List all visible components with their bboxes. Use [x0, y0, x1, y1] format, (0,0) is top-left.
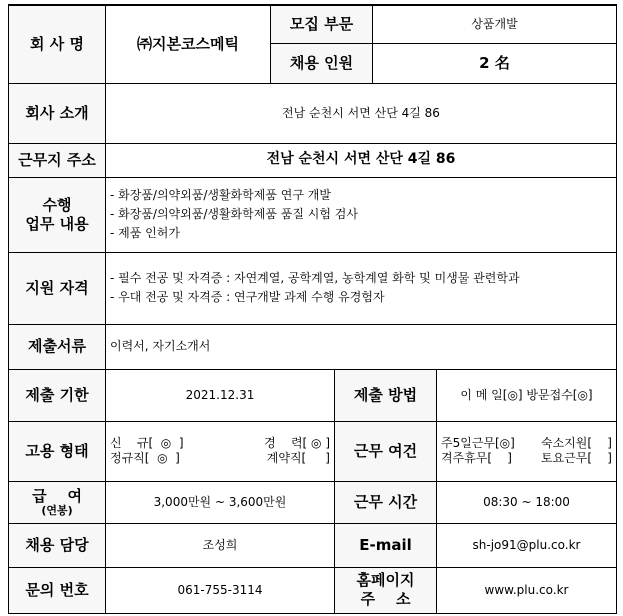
employment-option-contract: 계약직[ ] [266, 451, 330, 465]
homepage-label-line2: 주 소 [360, 590, 411, 608]
qualification-label: 지원 자격 [9, 252, 106, 324]
email-value: sh-jo91@plu.co.kr [437, 523, 617, 567]
salary-label [9, 481, 106, 523]
email-label: E-mail [335, 523, 437, 567]
homepage-label [335, 567, 437, 613]
list-item: - 화장품/의약외품/생활화학제품 연구 개발 [110, 188, 331, 202]
salary-label-main: 급 여 [32, 486, 82, 505]
headcount-value: 2 名 [373, 43, 617, 83]
company-name-value: ㈜지본코스메틱 [106, 5, 271, 83]
documents-value: 이력서, 자기소개서 [106, 324, 617, 369]
conditions-options [437, 421, 617, 481]
company-name-label: 회 사 명 [9, 5, 106, 83]
recruit-field-value: 상품개발 [373, 5, 617, 43]
headcount-label: 채용 인원 [271, 43, 373, 83]
employment-type-options [106, 421, 335, 481]
contact-person-label: 채용 담당 [9, 523, 106, 567]
recruit-field-label: 모집 부문 [271, 5, 373, 43]
employment-option-permanent: 정규직[ ◎ ] [110, 451, 180, 465]
qualification-list [106, 252, 617, 324]
duties-label [9, 177, 106, 252]
duties-list [106, 177, 617, 252]
duties-label-line2: 업무 내용 [25, 214, 89, 233]
employment-type-label: 고용 형태 [9, 421, 106, 481]
deadline-value: 2021.12.31 [106, 369, 335, 421]
intro-label: 회사 소개 [9, 83, 106, 143]
conditions-label: 근무 여건 [335, 421, 437, 481]
condition-saturday-work: 토요근무[ ] [541, 451, 612, 465]
condition-housing: 숙소지원[ ] [541, 436, 612, 450]
hours-value: 08:30 ~ 18:00 [437, 481, 617, 523]
deadline-label: 제출 기한 [9, 369, 106, 421]
workplace-label: 근무지 주소 [9, 143, 106, 177]
employment-option-new: 신 규[ ◎ ] [110, 436, 184, 450]
list-item: - 제품 인허가 [110, 226, 180, 240]
method-label: 제출 방법 [335, 369, 437, 421]
employment-option-experienced: 경 력[ ◎ ] [264, 436, 330, 450]
list-item: - 우대 전공 및 자격증 : 연구개발 과제 수행 유경험자 [110, 290, 385, 304]
condition-biweekly-off: 격주휴무[ ] [441, 451, 512, 465]
documents-label: 제출서류 [9, 324, 106, 369]
list-item: - 화장품/의약외품/생활화학제품 품질 시험 검사 [110, 207, 358, 221]
condition-5day-week: 주5일근무[◎] [441, 436, 515, 450]
homepage-label-line1: 홈페이지 [356, 571, 415, 590]
salary-label-sub: (연봉) [41, 503, 73, 517]
hours-label: 근무 시간 [335, 481, 437, 523]
list-item: - 필수 전공 및 자격증 : 자연계열, 공학계열, 농학계열 화학 및 미생물 관련학과 [110, 271, 520, 285]
intro-value: 전남 순천시 서면 산단 4길 86 [106, 83, 617, 143]
homepage-value: www.plu.co.kr [437, 567, 617, 613]
contact-person-value: 조성희 [106, 523, 335, 567]
phone-value: 061-755-3114 [106, 567, 335, 613]
workplace-value: 전남 순천시 서면 산단 4길 86 [106, 143, 617, 177]
job-posting-table [8, 4, 617, 614]
salary-value: 3,000만원 ~ 3,600만원 [106, 481, 335, 523]
phone-label: 문의 번호 [9, 567, 106, 613]
duties-label-line1: 수행 [42, 195, 72, 214]
method-value: 이 메 일[◎] 방문접수[◎] [437, 369, 617, 421]
